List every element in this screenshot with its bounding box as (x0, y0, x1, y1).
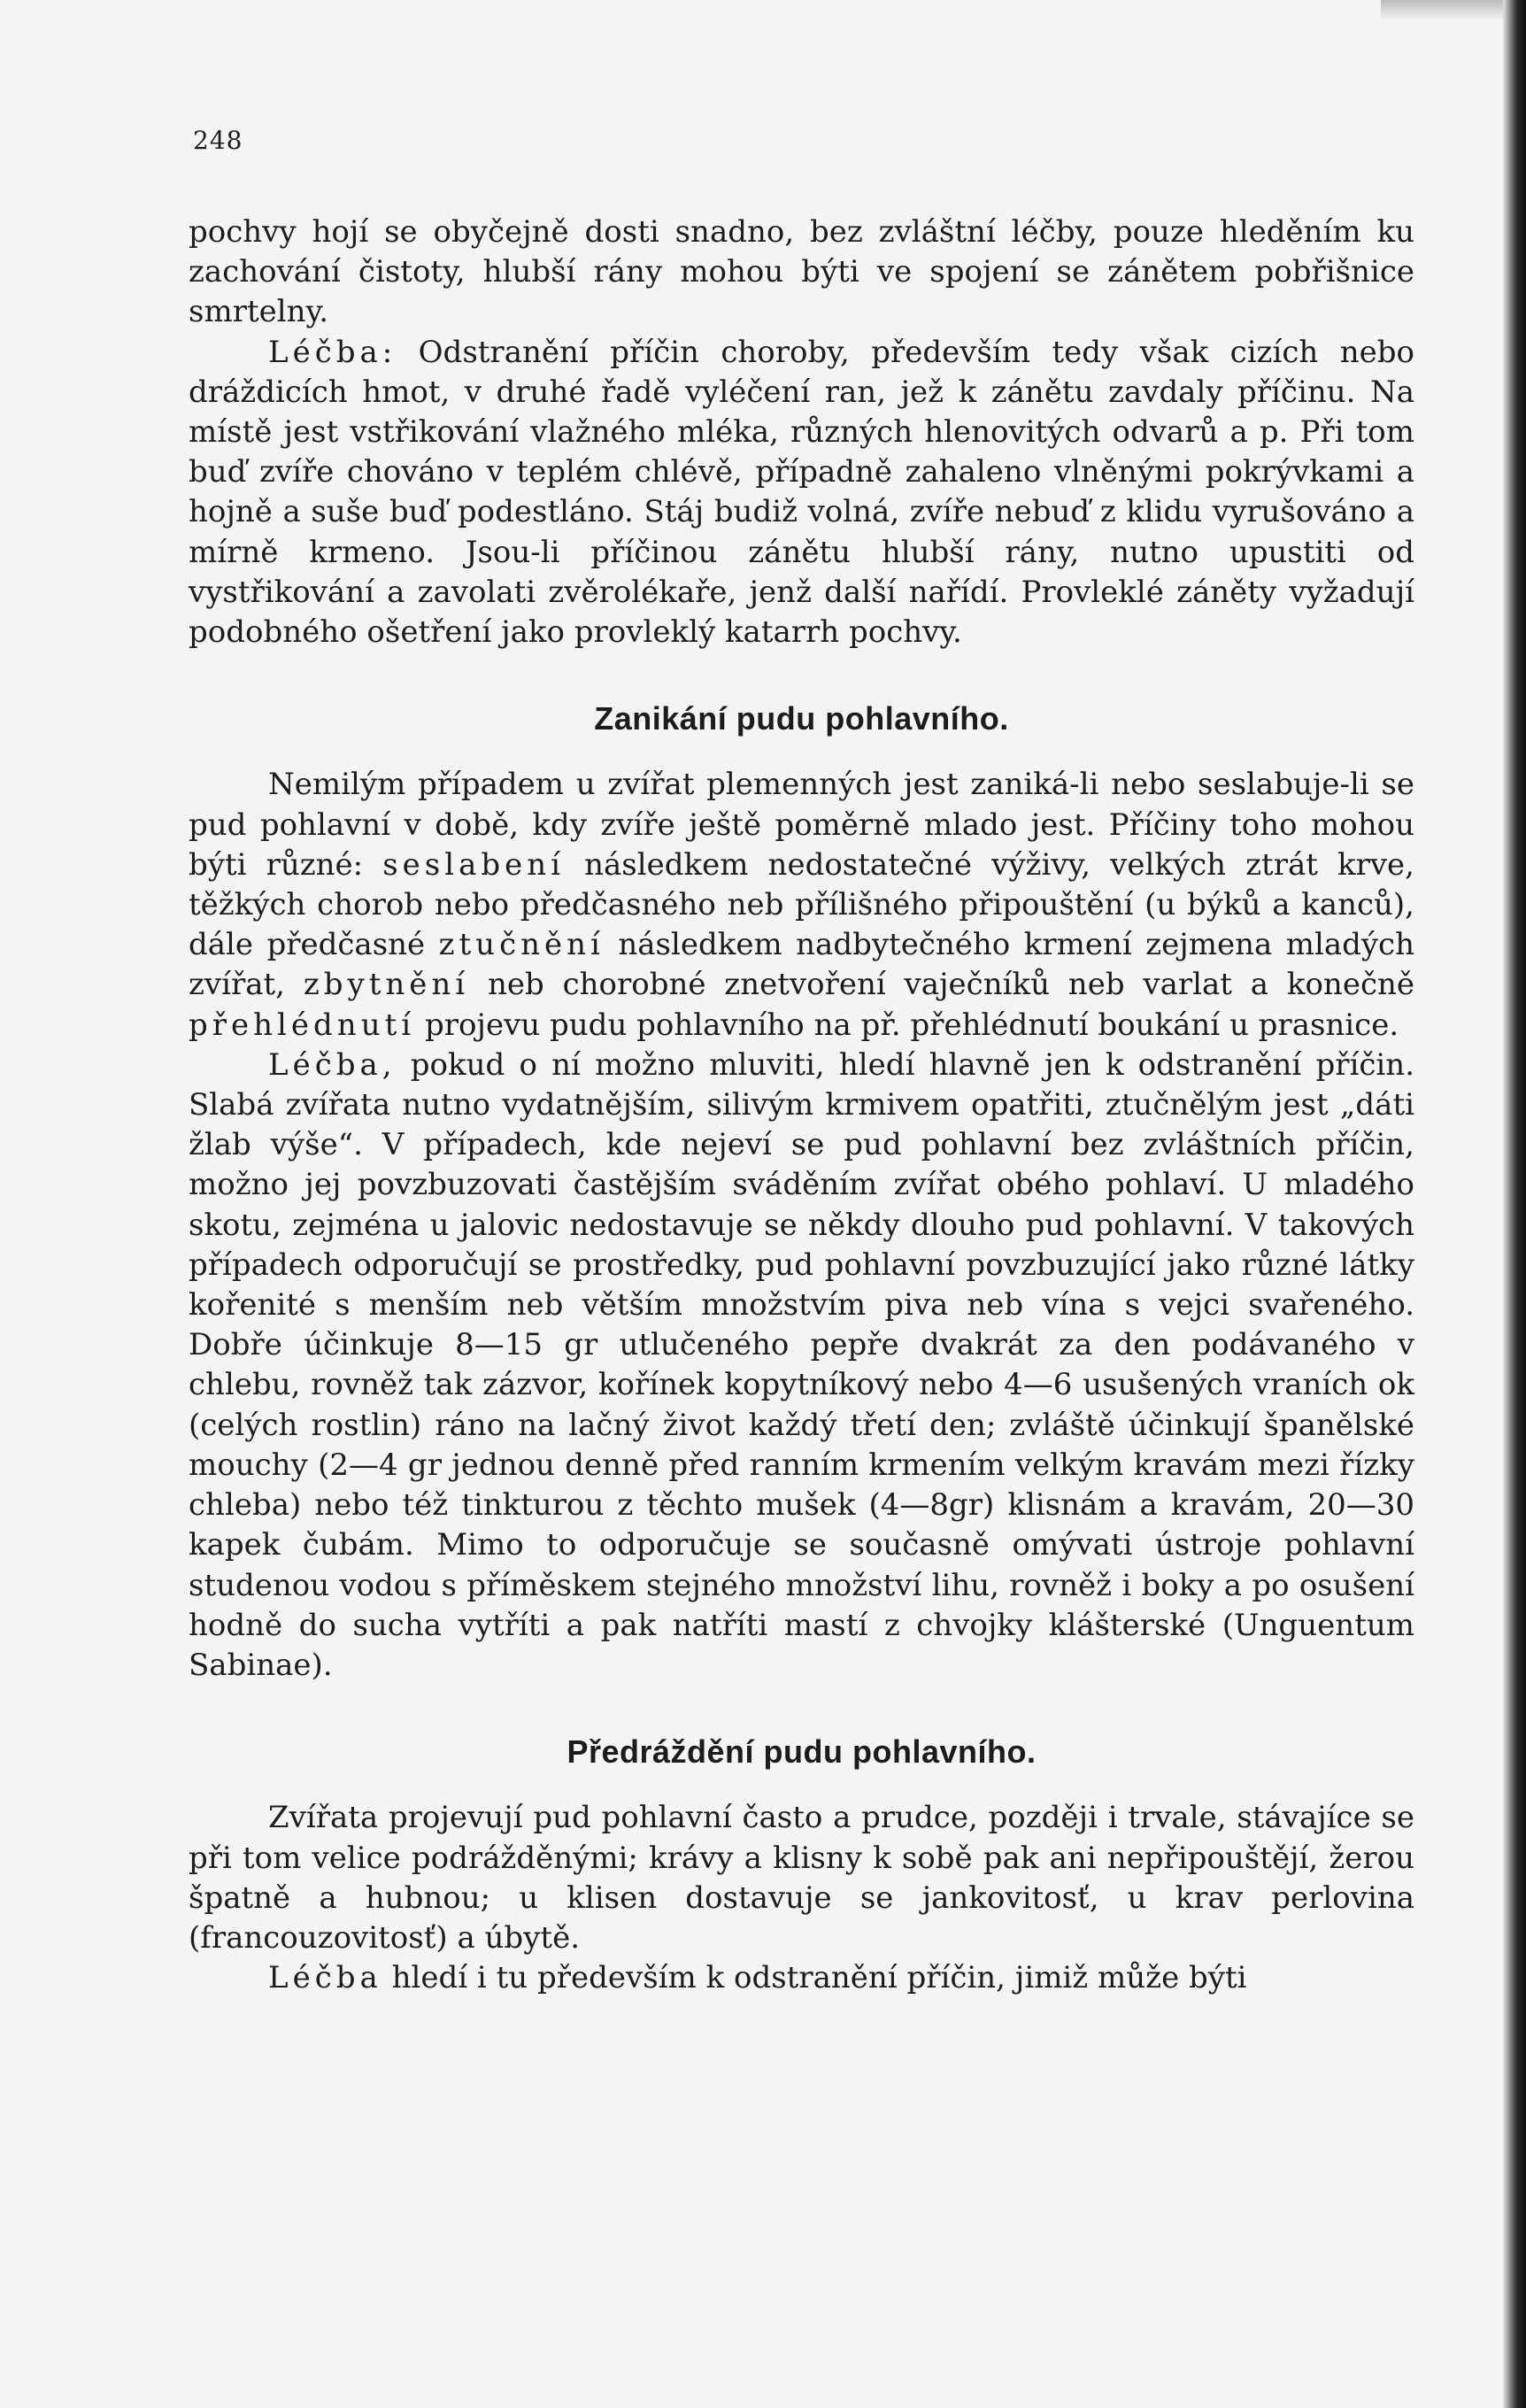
body-text (189, 212, 1414, 1998)
treatment-label: Léčba, (268, 1046, 397, 1083)
paragraph-continued: pochvy hojí se obyčejně dosti snadno, bez zvláštní léčby, pouze hleděním ku zachování čistoty, hlubší rány mohou býti ve spojení se zánětem pobřišnice smrtelny. (189, 214, 1414, 330)
paragraph-treatment-3 (189, 1958, 1414, 1998)
section-heading-zanikani: Zanikání pudu pohlavního. (594, 700, 1009, 737)
term-prehlednuti: přehlédnutí (189, 1007, 416, 1043)
treatment-label: Léčba (268, 1960, 382, 1996)
treatment-label: Léčba: (268, 334, 397, 370)
treatment-text: Odstranění příčin choroby, především tedy však cizích nebo dráždicích hmot, v druhé řadě vyléčení ran, jež k zánětu zavdaly příčinu. Na místě jest vstřikování vlažného mléka, různých hlenovitých odvarů a p. Při tom buď zvíře chováno v teplém chlévě, případně zahaleno vlněnými pokrývkami a hojně a suše buď podestláno. Stáj budiž volná, zvíře nebuď z klidu vyrušováno a mírně krmeno. Jsou-li příčinou zánětu hlubší rány, nutno upustiti od vystřikování a zavolati zvěrolékaře, jenž další nařídí. Provleklé záněty vyžadují podobného ošetření jako provleklý katarrh pochvy. (189, 334, 1414, 651)
text-run: projevu pudu pohlavního na př. přehlédnutí boukání u prasnice. (415, 1007, 1399, 1043)
term-seslabeni: seslabení (382, 846, 566, 883)
treatment-text: hledí i tu především k odstranění příčin, jimiž může býti (382, 1960, 1247, 1996)
page-number: 248 (193, 126, 243, 155)
paragraph-treatment-2 (189, 1046, 1414, 1686)
treatment-text: pokud o ní možno mluviti, hledí hlavně jen k odstranění příčin. Slabá zvířata nutno vydatnějším, silivým krmivem opatřiti, ztučnělým jest „dáti žlab výše“. V případech, kde nejeví se pud pohlavní bez zvláštních příčin, možno jej povzbuzovati častějším sváděním zvířat obého pohlaví. U mladého skotu, zejména u jalovic nedostavuje se někdy dlouho pud pohlavní. V takových případech odporučují se prostředky, pud pohlavní povzbuzující jako různé látky kořenité s menším neb větším množstvím piva neb vína s vejci svařeného. Dobře účinkuje 8—15 gr utlučeného pepře dvakrát za den podávaného v chlebu, rovněž tak zázvor, kořínek kopytníkový nebo 4—6 usušených vraních ok (celých rostlin) ráno na lačný život každý třetí den; zvláště účinkují španělské mouchy (2—4 gr jednou denně před ranním krmením velkým kravám mezi řízky chleba) nebo též tinkturou z těchto mušek (4—8gr) klisnám a kravám, 20—30 kapek čubám. Mimo to odporučuje se současně omývati ústroje pohlavní studenou vodou s příměskem stejného množství lihu, rovněž i boky a po osušení hodně do sucha vytříti a pak natříti mastí z chvojky klášterské (Unguentum Sabinae). (189, 1046, 1414, 1683)
text-run: následkem nadbytečného krmení zejmena mladých zvířat, (189, 927, 1414, 1003)
text-run: neb chorobné znetvoření vaječníků neb varlat a konečně (469, 967, 1415, 1003)
term-ztucneni: ztučnění (438, 927, 605, 963)
text-run: Nemilým případem u zvířat plemenných jest zaniká-li nebo seslabuje-li se pud pohlavní v době, kdy zvíře ještě poměrně mlado jest. Příčiny toho mohou býti různé: (189, 767, 1414, 883)
section-heading-predrazdeni: Předráždění pudu pohlavního. (566, 1733, 1037, 1771)
term-zbytneni: zbytnění (303, 967, 470, 1003)
paragraph-causes (189, 765, 1414, 1045)
paragraph-treatment-1 (189, 333, 1414, 653)
page-edge-shadow-right (1503, 0, 1526, 2408)
paragraph-symptoms: Zvířata projevují pud pohlavní často a prudce, později i trvale, stávajíce se při tom velice podrážděnými; krávy a klisny k sobě pak ani nepřipouštějí, žerou špatně a hubnou; u klisen dostavuje se jankovitosť, u krav perlovina (francouzovitosť) a úbytě. (189, 1800, 1414, 1956)
text-run: následkem nedostatečné výživy, velkých ztrát krve, těžkých chorob nebo předčasného neb přílišného připouštění (u býků a kanců), dále předčasné (189, 846, 1414, 963)
